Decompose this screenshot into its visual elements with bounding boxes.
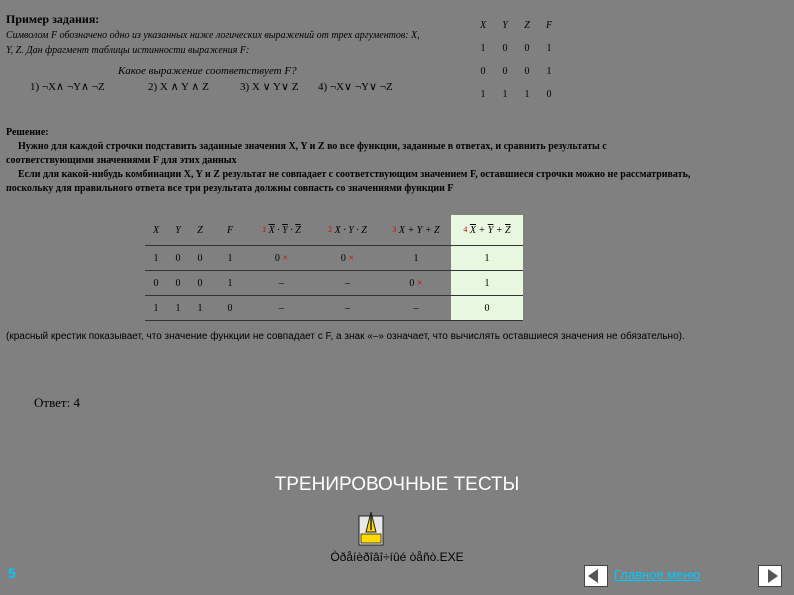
table-cell: 0 — [502, 66, 508, 77]
table-row — [145, 271, 523, 296]
header-y: Y — [502, 20, 508, 31]
header-y: Y — [167, 215, 189, 246]
table-cell: 1 — [211, 271, 249, 296]
table-cell: – — [314, 271, 381, 296]
question-text: Какое выражение соответствует F? — [118, 65, 297, 77]
header-function-2 — [314, 215, 381, 246]
exe-file-label[interactable]: Òðåíèðîâî÷íûé òåñò.EXE — [330, 550, 464, 564]
calculation-table — [145, 215, 523, 321]
note-text: (красный крестик показывает, что значение функции не совпадает с F, а знак «–» означает, что вычислять оставшиеся значения не обязательно). — [6, 331, 685, 342]
table-cell: – — [314, 296, 381, 321]
table-cell: 1 — [524, 89, 530, 100]
answer-text: Ответ: 4 — [34, 395, 80, 410]
header-z: Z — [524, 20, 530, 31]
table-cell: 0 — [211, 296, 249, 321]
table-row — [472, 83, 560, 106]
table-cell: 0 — [524, 43, 530, 54]
function-number: 1 — [262, 224, 267, 234]
table-cell: 1 — [451, 246, 523, 271]
function-expression: $\overline{X} + \overline{Y} + \overline{Z}$ — [469, 224, 511, 236]
table-cell: 1 — [211, 246, 249, 271]
header-function-3 — [381, 215, 451, 246]
solution-label: Решение: — [6, 127, 49, 138]
task-text: Символом F обозначено одно из указанных ниже логических выражений от трех аргументов: X, Y, Z. Дан фрагмент таблицы истинности выражения F: — [6, 30, 420, 56]
table-cell: 1 — [480, 89, 486, 100]
table-cell: 0 — [189, 271, 211, 296]
table-cell: 0 — [524, 66, 530, 77]
table-cell: 1 — [167, 296, 189, 321]
page-number: 5 — [8, 565, 16, 581]
header-function-1 — [249, 215, 314, 246]
table-cell: 1 — [546, 43, 552, 54]
training-tests-heading: ТРЕНИРОВОЧНЫЕ ТЕСТЫ — [274, 474, 520, 495]
main-menu-link[interactable]: Главное меню — [614, 567, 701, 582]
table-row — [472, 37, 560, 60]
header-f: F — [211, 215, 249, 246]
table-cell: 0 — [189, 246, 211, 271]
solution-paragraph-2: Если для какой-нибудь комбинации X, Y и Z результат не совпадает с соответствующим значением F, оставшиеся строчки можно не рассматривать, поскольку для правильного ответа все три результата должны совпасть со значениями функции F — [6, 169, 691, 194]
table-cell: 0 — [502, 43, 508, 54]
table-cell: 1 — [189, 296, 211, 321]
function-expression: X · Y · Z — [334, 224, 367, 236]
truth-table-header — [472, 14, 560, 37]
table-row — [145, 296, 523, 321]
table-cell: 0 — [145, 271, 167, 296]
table-cell: – — [249, 271, 314, 296]
table-cell: 0 — [167, 246, 189, 271]
table-cell: 0 — [451, 296, 523, 321]
function-expression: X + Y + Z — [398, 224, 440, 236]
cross-icon: × — [348, 252, 355, 264]
back-button[interactable] — [584, 565, 608, 587]
table-cell: 0 — [167, 271, 189, 296]
table-cell: 0 — [546, 89, 552, 100]
function-number: 4 — [463, 224, 468, 234]
solution-block — [6, 126, 696, 196]
table-cell: 1 — [381, 246, 451, 271]
cross-icon: × — [282, 252, 289, 264]
table-cell: 1 — [145, 296, 167, 321]
table-cell: 0 × — [381, 271, 451, 296]
table-cell: – — [249, 296, 314, 321]
table-cell: 1 — [145, 246, 167, 271]
table-cell: 1 — [451, 271, 523, 296]
table-cell: 1 — [546, 66, 552, 77]
header-f: F — [545, 20, 553, 31]
slide-title: Пример задания: — [6, 12, 100, 26]
table-row — [472, 60, 560, 83]
table-cell: 0 — [480, 66, 486, 77]
function-number: 3 — [392, 224, 397, 234]
header-x: X — [145, 215, 167, 246]
table-cell: 0 × — [314, 246, 381, 271]
header-z: Z — [189, 215, 211, 246]
function-expression: $\overline{X} \cdot \overline{Y} \cdot \overline{Z}$ — [268, 224, 301, 236]
cross-icon: × — [416, 277, 423, 289]
option-1: 1) ¬X∧ ¬Y∧ ¬Z — [30, 81, 105, 93]
function-number: 2 — [328, 224, 333, 234]
option-4: 4) ¬X∨ ¬Y∨ ¬Z — [318, 81, 393, 93]
table-cell: 1 — [502, 89, 508, 100]
arrow-right-icon — [759, 566, 781, 586]
solution-paragraph-1: Нужно для каждой строчки подставить заданные значения X, Y и Z во все функции, заданные в ответах, и сравнить результаты с соответствующими значениями F для этих данных — [6, 141, 607, 166]
exe-file-icon[interactable] — [358, 510, 384, 546]
truth-table — [472, 14, 560, 106]
table-cell: 0 × — [249, 246, 314, 271]
table-row — [145, 246, 523, 271]
table-cell: 1 — [480, 43, 486, 54]
calc-table-header — [145, 215, 523, 246]
header-x: X — [479, 20, 487, 31]
arrow-left-icon — [585, 566, 607, 586]
forward-button[interactable] — [758, 565, 782, 587]
option-2: 2) X ∧ Y ∧ Z — [148, 81, 209, 93]
option-3: 3) X ∨ Y∨ Z — [240, 81, 299, 93]
table-cell: – — [381, 296, 451, 321]
header-function-4 — [451, 215, 523, 246]
